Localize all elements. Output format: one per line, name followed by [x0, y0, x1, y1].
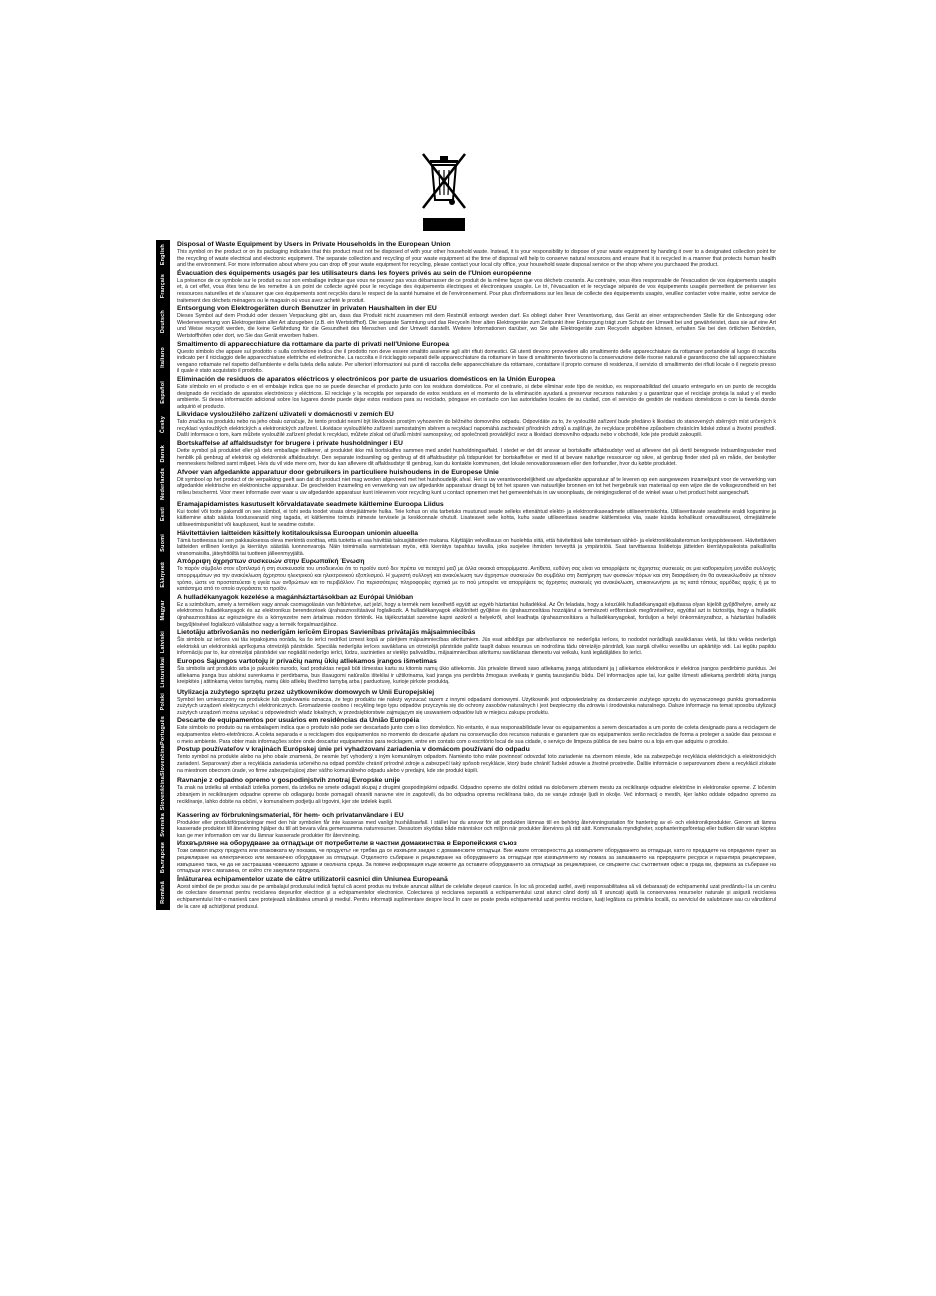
section-text: Šis simbolis ant produkto arba jo pakuotės nurodo, kad produktas negali būti išmestas kartu su kitomis namų ūkio atliekomis. Jūs privalote išmesti savo atliekamą įrangą atiduodami ją į atliekamos elektronikos ir elektros įrangos perdirbimo punktus. Jei atliekama įranga bus atskirai surenkama ir perdirbama, bus išsaugomi natūralūs ištekliai ir užtikrinama, kad įranga yra perdirbta žmogaus sveikatą ir gamtą tausojančiu būdu. Dėl informacijos apie tai, kur galite išmesti atliekamą perdirbti skirtą įrangą kreipkitės į atitinkamą vietos tarnybą, namų ūkio atliekų išvežimo tarnybą arba į parduotuvę, kurioje pirkote produktą.	[177, 665, 776, 686]
section-ellinika	[156, 557, 776, 592]
section-heading: Изхвърляне на оборудване за отпадъци от потребители в частни домакинства в Европейския съюз	[177, 840, 517, 848]
section-text: La présence de ce symbole sur le produit ou sur son emballage indique que vous ne pouvez pas vous débarrasser de ce produit de la même façon que vos déchets courants. Au contraire, vous êtes responsable de l'évacuation de vos équipements usagés et, à cet effet, vous êtes tenu de les remettre à un point de collecte agréé pour le recyclage des équipements électriques et électroniques usagés. Le tri, l'évacuation et le recyclage séparés de vos équipements usagés permettent de préserver les ressources naturelles et de s'assurer que ces équipements sont recyclés dans le respect de la santé humaine et de l'environnement. Pour plus d'informations sur les lieux de collecte des équipements usagés, veuillez contacter votre mairie, votre service de traitement des déchets ménagers ou le magasin où vous avez acheté le produit.	[177, 277, 776, 304]
section-svenska	[156, 811, 776, 840]
section-heading: Disposal of Waste Equipment by Users in Private Households in the European Union	[177, 241, 451, 248]
section-heading: Entsorgung von Elektrogeräten durch Benutzer in privaten Haushalten in der EU	[177, 305, 437, 313]
language-tab: Français	[156, 269, 170, 304]
language-tab: Slovenčina	[156, 745, 170, 776]
section-text: Este símbolo en el producto o en el embalaje indica que no se puede desechar el producto junto con los residuos domésticos. Por el contrario, si debe eliminar este tipo de residuo, es responsabilidad del usuario entregarlo en un punto de recogida designado de reciclado de aparatos electrónicos y eléctricos. El reciclaje y la recogida por separado de estos residuos en el momento de la eliminación ayudará a preservar recursos naturales y a garantizar que el reciclaje proteja la salud y el medio ambiente. Si desea información adicional sobre los lugares donde puede dejar estos residuos para su reciclado, póngase en contacto con las autoridades locales de su ciudad, con el servicio de gestión de residuos domésticos o con la tienda donde adquirió el producto.	[177, 383, 776, 410]
section-lietuviskai	[156, 657, 776, 688]
section-polski	[156, 688, 776, 717]
section-heading: Smaltimento di apparecchiature da rottamare da parte di privati nell'Unione Europea	[177, 340, 450, 348]
section-text: Tämä tuotteessa tai sen pakkauksessa oleva merkintä osoittaa, että tuotetta ei saa hävittää talousjätteiden mukana. Käyttäjän velvollisuus on huolehtia siitä, että hävitettävä laite toimitetaan sähkö- ja elektroniikkalaiteromun keräyspisteeseen. Hävitettävien laitteiden erillinen keräys ja kierrätys säästää luonnonvaroja. Näin toimimalla varmistetaan myös, että kierrätys tapahtuu tavalla, joka suojelee ihmisten terveyttä ja ympäristöä. Saat tarvittaessa lisätietoja jätteiden kierrätyspaikoista paikallisilta viranomaisilta, jäteyhtiöiltä tai tuotteen jälleenmyyjältä.	[177, 537, 776, 557]
section-heading: Απόρριψη άχρηστων συσκευών στην Ευρωπαϊκή Ένωση	[177, 558, 365, 566]
section-dansk	[156, 439, 776, 468]
section-suomi	[156, 529, 776, 558]
language-tab: Eesti	[156, 500, 170, 529]
section-heading: Eramajapidamistes kasutuselt kõrvaldatavate seadmete käitlemine Euroopa Liidus	[177, 500, 444, 508]
section-text: Šis simbols uz ierīces vai tās iepakojuma norāda, ka šo ierīci nedrīkst izmest kopā ar pārējiem mājsaimniecības atkritumiem. Jūs esat atbildīgs par atbrīvošanos no nederīgās ierīces, to nododot norādītajā savākšanas vietā, lai tiktu veikta nederīgā elektriskā un elektroniskā aprīkojuma otrreizējā pārstrāde. Speciāla nederīgās ierīces savākšana un otrreizējā pārstrāde palīdz taupīt dabas resursus un nodrošina tādu otrreizējo pārstrādi, kas sargā cilvēku veselību un apkārtējo vidi. Lai iegūtu papildu informāciju par to, kur otrreizējai pārstrādei var nogādāt nederīgo ierīci, lūdzu, sazinieties ar vietējo pašvaldību, mājsaimniecības atkritumu savākšanas dienestu vai veikalu, kurā iegādājāties šo ierīci.	[177, 637, 776, 657]
section-deutsch	[156, 304, 776, 339]
section-text: Acest simbol de pe produs sau de pe ambalajul produsului indică faptul că acest produs nu trebuie aruncat alături de celelalte deșeuri casnice. În loc să procedați astfel, aveți responsabilitatea să vă debarasați de echipamentul uzat predându-l la un centru de colectare desemnat pentru reciclarea deșeurilor electrice și a echipamentelor electronice. Colectarea și reciclarea separată a echipamentului uzat atunci când doriți să îl aruncați ajută la conservarea resurselor naturale și asigură reciclarea echipamentului într-o manieră care protejează sănătatea umană și mediul. Pentru informații suplimentare despre locul în care se poate preda echipamentul uzat pentru reciclare, luați legătura cu primăria locală, cu serviciul de salubrizare sau cu vânzătorul de la care ați achiziționat produsul.	[177, 883, 776, 910]
section-text: Kui tootel või toote pakendil on see sümbol, ei tohi seda toodet visata olmejäätmete hulka. Teie kohus on viia tarbetuks muutunud seade selleks ettenähtud elektri- ja elektroonikaseadmete utiliseerimiskohta. Utiliseeritavate seadmete eraldi kogumine ja käitlemine aitab säästa loodusvarasid ning tagada, et käitlemine toimub inimeste tervisele ja keskkonnale ohutult. Lisateavet selle kohta, kuhu saate utiliseeritava seadme käitlemiseks viia, saate küsida kohalikust omavalitsusest, olmejäätmete utiliseerimispunktist või kauplusest, kust te seadme ostsite.	[177, 508, 776, 528]
section-text: Symbol ten umieszczony na produkcie lub opakowaniu oznacza, że tego produktu nie należy wyrzucać razem z innymi odpadami domowymi. Użytkownik jest odpowiedzialny za dostarczenie zużytego sprzętu do wyznaczonego punktu gromadzenia zużytych urządzeń elektrycznych i elektronicznych. Gromadzenie osobno i recykling tego typu odpadów przyczynia się do ochrony zasobów naturalnych i jest bezpieczny dla zdrowia i środowiska naturalnego. Dalsze informacje na temat sposobu utylizacji zużytych urządzeń można uzyskać u odpowiednich władz lokalnych, w przedsiębiorstwie zajmującym się usuwaniem odpadów lub w miejscu zakupu produktu.	[177, 696, 776, 716]
section-heading: Descarte de equipamentos por usuários em residências da União Européia	[177, 717, 420, 725]
language-tab: Română	[156, 875, 170, 910]
language-tab: Български	[156, 839, 170, 874]
section-heading: Évacuation des équipements usagés par les utilisateurs dans les foyers privés au sein de l'Union européenne	[177, 269, 532, 277]
language-tab: Svenska	[156, 811, 170, 840]
section-balgarski	[156, 839, 776, 874]
language-tab: Italiano	[156, 340, 170, 375]
section-magyar	[156, 593, 776, 628]
section-heading: Kassering av förbrukningsmaterial, för hem- och privatanvändare i EU	[177, 811, 404, 819]
section-text: Este símbolo no produto ou na embalagem indica que o produto não pode ser descartado junto com o lixo doméstico. No entanto, é sua responsabilidade levar os equipamentos a serem descartados a um ponto de coleta designado para a reciclagem de equipamentos eletro-eletrônicos. A coleta separada e a reciclagem dos equipamentos no momento do descarte ajudam na conservação dos recursos naturais e garantem que os equipamentos serão reciclados de forma a proteger a saúde das pessoas e o meio ambiente. Para obter mais informações sobre onde descartar equipamentos para reciclagem, entre em contato com o escritório local de sua cidade, o serviço de limpeza pública de seu bairro ou a loja em que adquiriu o produto.	[177, 725, 776, 745]
section-text: Tento symbol na produkte alebo na jeho obale znamená, že nesmie byť vyhodený s iným komunálnym odpadom. Namiesto toho máte povinnosť odovzdať toto zariadenie na zbernom mieste, kde sa zabezpečuje recyklácia elektrických a elektronických zariadení. Separovaný zber a recyklácia zariadenia určeného na odpad pomôže chrániť prírodné zdroje a zabezpečí taký spôsob recyklácie, ktorý bude chrániť ľudské zdravie a životné prostredie. Ďalšie informácie o separovanom zbere a recyklácii získate na miestnom obecnom úrade, vo firme zabezpečujúcej zber vášho komunálneho odpadu alebo v predajni, kde ste produkt kúpili.	[177, 754, 776, 774]
section-heading: Bortskaffelse af affaldsudstyr for brugere i private husholdninger i EU	[177, 440, 403, 448]
section-text: Ta znak na izdelku ali embalaži izdelka pomeni, da izdelka ne smete odlagati skupaj z drugimi gospodinjskimi odpadki. Odpadno opremo ste dolžni oddati na določenem zbirnem mestu za recikliranje odpadne električne in elektronske opreme. Z ločenim zbiranjem in recikliranjem odpadne opreme ob odlaganju boste pomagali ohraniti naravne vire in zagotovili, da bo odpadna oprema reciklirana tako, da se varuje zdravje ljudi in okolje. Več informacij o mestih, kjer lahko oddate odpadno opremo za recikliranje, lahko dobite na občini, v komunalnem podjetju ali trgovini, kjer ste izdelek kupili.	[177, 785, 776, 805]
language-tab: Dansk	[156, 439, 170, 468]
section-espanol	[156, 375, 776, 410]
section-heading: Postup používateľov v krajinách Európskej únie pri vyhadzovaní zariadenia v domácom používaní do odpadu	[177, 746, 530, 754]
section-heading: Utylizacja zużytego sprzętu przez użytkowników domowych w Unii Europejskiej	[177, 688, 435, 696]
section-latviski	[156, 628, 776, 657]
language-tab: Español	[156, 375, 170, 410]
section-heading: Eliminación de residuos de aparatos eléctricos y electrónicos por parte de usuarios domésticos en la Unión Europea	[177, 375, 556, 383]
language-tab: Slovenščina	[156, 776, 170, 810]
language-tab: Português	[156, 716, 170, 745]
section-text: This symbol on the product or on its packaging indicates that this product must not be disposed of with your other household waste. Instead, it is your responsibility to dispose of your waste equipment by handing it over to a designated collection point for the recycling of waste electrical and electronic equipment. The separate collection and recycling of your waste equipment at the time of disposal will help to conserve natural resources and ensure that it is recycled in a manner that protects human health and the environment. For more information about where you can drop off your waste equipment for recycling, please contact your local city office, your household waste disposal service or the shop where you purchased the product.	[177, 249, 776, 269]
section-nederlands	[156, 468, 776, 500]
language-tab: Ελληνικά	[156, 557, 170, 592]
section-heading: Hävitettävien laitteiden käsittely kotitalouksissa Euroopan unionin alueella	[177, 529, 418, 537]
section-text: Το παρόν σύμβολο στον εξοπλισμό ή στη συσκευασία του υποδεικνύει ότι το προϊόν αυτό δεν πρέπει να πεταχτεί μαζί με άλλα οικιακά απορρίμματα. Αντίθετα, ευθύνη σας είναι να απορρίψετε τις άχρηστες συσκευές σε μια καθορισμένη μονάδα συλλογής απορριμμάτων για την ανακύκλωση άχρηστου ηλεκτρικού και ηλεκτρονικού εξοπλισμού. Η χωριστή συλλογή και ανακύκλωση των άχρηστων συσκευών θα συμβάλει στη διατήρηση των φυσικών πόρων και στη διασφάλιση ότι θα ανακυκλωθούν με τέτοιον τρόπο, ώστε να προστατεύεται η υγεία των ανθρώπων και το περιβάλλον. Για περισσότερες πληροφορίες σχετικά με το πού μπορείτε να απορρίψετε τις άχρηστες συσκευές για ανακύκλωση, επικοινωνήστε με τις κατά τόπους αρμόδιες αρχές ή με το κατάστημα από το οποίο αγοράσατε το προϊόν.	[177, 566, 776, 593]
language-tab: Polski	[156, 688, 170, 717]
section-heading: A hulladékanyagok kezelése a magánháztartásokban az Európai Unióban	[177, 593, 414, 601]
section-heading: Înlăturarea echipamentelor uzate de către utilizatorii casnici din Uniunea Europeană	[177, 875, 448, 883]
language-tab: Nederlands	[156, 468, 170, 500]
section-eesti	[156, 500, 776, 529]
section-cesky	[156, 410, 776, 439]
language-tab: Deutsch	[156, 304, 170, 339]
section-heading: Lietotāju atbrīvošanās no nederīgām ierīcēm Eiropas Savienības privātajās mājsaimniecībās	[177, 629, 476, 637]
crossed-out-wheeled-bin-icon	[417, 150, 471, 234]
section-portugues	[156, 716, 776, 745]
section-slovenscina	[156, 776, 776, 810]
section-italiano	[156, 340, 776, 375]
section-text: Ez a szimbólum, amely a terméken vagy annak csomagolásán van feltüntetve, azt jelzi, hogy a termék nem kezelhető együtt az egyéb háztartási hulladékkal. Az Ön feladata, hogy a készülék hulladékanyagait eljuttassa olyan kijelölt gyűjtőhelyre, amely az elektromos hulladékanyagok és az elektronikus berendezések újrahasznosításával foglalkozik. A hulladékanyagok elkülönített gyűjtése és újrahasznosítása hozzájárul a természeti erőforrások megőrzéséhez, egyúttal azt is biztosítja, hogy a hulladék újrahasznosítása az egészségre és a környezetre nem ártalmas módon történik. Ha tájékoztatást szeretne kapni azokról a helyekről, ahol leadhatja újrahasznosításra a hulladékanyagokat, forduljon a helyi önkormányzathoz, a háztartási hulladék begyűjtésével foglalkozó vállalathoz vagy a termék forgalmazójához.	[177, 601, 776, 628]
section-text: Produkter eller produktförpackningar med den här symbolen får inte kasseras med vanligt hushållsavfall. I stället har du ansvar för att produkten lämnas till en behörig återvinningsstation för hantering av el- och elektronikprodukter. Genom att lämna kasserade produkter till återvinning hjälper du till att bevara våra gemensamma naturresurser. Dessutom skyddas både människor och miljön när produkter återvinns på rätt sätt. Kommunala myndigheter, sophanteringsföretag eller butiken där varan köptes kan ge mer information om var du lämnar kasserade produkter för återvinning.	[177, 819, 776, 839]
section-slovencina	[156, 745, 776, 776]
language-tab: Lietuviškai	[156, 657, 170, 688]
section-text: Dette symbol på produktet eller på dets emballage indikerer, at produktet ikke må bortskaffes sammen med andet husholdningsaffald. I stedet er det dit ansvar at bortskaffe affaldsudstyr ved at aflevere det på dertil beregnede indsamlingssteder med henblik på genbrug af elektrisk og elektronisk affaldsudstyr. Den separate indsamling og genbrug af dit affaldsudstyr på tidspunktet for bortskaffelse er med til at bevare naturlige ressourcer og sikre, at genbrug finder sted på en måde, der beskytter menneskers helbred samt miljøet. Hvis du vil vide mere om, hvor du kan aflevere dit affaldsudstyr til genbrug, kan du kontakte kommunen, det lokale renovationsvæsen eller den forhandler, hvor du købte produktet.	[177, 448, 776, 468]
language-tab: Česky	[156, 410, 170, 439]
section-text: Dieses Symbol auf dem Produkt oder dessen Verpackung gibt an, dass das Produkt nicht zusammen mit dem Restmüll entsorgt werden darf. Es obliegt daher Ihrer Verantwortung, das Gerät an einer entsprechenden Stelle für die Entsorgung oder Wiederverwertung von Elektrogeräten aller Art abzugeben (z.B. ein Wertstoffhof). Die separate Sammlung und das Recyceln Ihrer alten Elektrogeräte zum Zeitpunkt ihrer Entsorgung trägt zum Schutz der Umwelt bei und gewährleistet, dass sie auf eine Art und Weise recycelt werden, die keine Gefährdung für die Gesundheit des Menschen und der Umwelt darstellt. Weitere Informationen darüber, wo Sie alte Elektrogeräte zum Recyceln abgeben können, erhalten Sie bei den örtlichen Behörden, Wertstoffhöfen oder dort, wo Sie das Gerät erworben haben.	[177, 313, 776, 339]
section-francais	[156, 269, 776, 304]
section-text: Този символ върху продукта или опаковката му показва, че продуктът не трябва да се изхвърля заедно с домакинските отпадъци. Вие имате отговорността да изхвърлите оборудването за отпадъци, като го предадете на определен пункт за рециклиране на електрическо или механично оборудване за отпадъци. Отделното събиране и рециклиране на оборудването за отпадъци при изхвърлянето му помага за запазването на природните ресурси и гарантира рециклиране, извършено така, че да не застрашава човешкото здраве и околната среда. За повече информация къде можете да оставите оборудването за отпадъци за рециклиране, се свържете със съответния офис в града ви, фирмата за събиране на отпадъци или с магазина, от който сте закупили продукта.	[177, 848, 776, 875]
language-tab: Latviski	[156, 628, 170, 657]
section-english	[156, 240, 776, 269]
section-text: Tato značka na produktu nebo na jeho obalu označuje, že tento produkt nesmí být likvidován prostým vyhozením do běžného domovního odpadu. Odpovídáte za to, že vysloužilé zařízení bude předáno k likvidaci do stanovených sběrných míst určených k recyklaci vysloužilých elektrických a elektronických zařízení. Likvidace vysloužilého zařízení samostatným sběrem a recyklací napomáhá zachování přírodních zdrojů a zajišťuje, že recyklace proběhne způsobem chránícím lidské zdraví a životní prostředí. Další informace o tom, kam můžete vysloužilé zařízení předat k recyklaci, můžete získat od úřadů místní samosprávy, od společnosti provádějící svoz a likvidaci domovního odpadu nebo v obchodě, kde jste produkt zakoupili.	[177, 419, 776, 439]
section-heading: Europos Sąjungos vartotojų ir privačių namų ūkių atliekamos įrangos išmetimas	[177, 657, 437, 665]
language-tab: Suomi	[156, 529, 170, 558]
section-romana	[156, 875, 776, 910]
section-heading: Ravnanje z odpadno opremo v gospodinjstvih znotraj Evropske unije	[177, 777, 401, 785]
section-text: Dit symbool op het product of de verpakking geeft aan dat dit product niet mag worden afgevoerd met het huishoudelijk afval. Het is uw verantwoordelijkheid uw afgedankte apparatuur af te leveren op een aangewezen inzamelpunt voor de verwerking van afgedankte elektrische en elektronische apparatuur. De gescheiden inzameling en verwerking van uw afgedankte apparatuur draagt bij tot het sparen van natuurlijke bronnen en tot het hergebruik van materiaal op een wijze die de volksgezondheid en het milieu beschermt. Voor meer informatie over waar u uw afgedankte apparatuur kunt inleveren voor recycling kunt u contact opnemen met het gemeentehuis in uw woonplaats, de reinigingsdienst of de winkel waar u het product hebt aangeschaft.	[177, 476, 776, 497]
section-heading: Afvoer van afgedankte apparatuur door gebruikers in particuliere huishoudens in de Europese Unie	[177, 468, 499, 476]
language-tab: Magyar	[156, 593, 170, 628]
language-tab: English	[156, 240, 170, 269]
disposal-notice	[156, 240, 776, 910]
section-heading: Likvidace vysloužilého zařízení uživateli v domácnosti v zemích EU	[177, 411, 394, 419]
section-text: Questo simbolo che appare sul prodotto o sulla confezione indica che il prodotto non deve essere smaltito assieme agli altri rifiuti domestici. Gli utenti devono provvedere allo smaltimento delle apparecchiature da rottamare portandole al luogo di raccolta indicato per il riciclaggio delle apparecchiature elettriche ed elettroniche. La raccolta e il riciclaggio separati delle apparecchiature da rottamare in fase di smaltimento favoriscono la conservazione delle risorse naturali e garantiscono che tali apparecchiature vengano rottamate nel rispetto dell'ambiente e della tutela della salute. Per ulteriori informazioni sui punti di raccolta delle apparecchiature da rottamare, contattare il proprio comune di residenza, il servizio di smaltimento dei rifiuti locale o il negozio presso il quale è stato acquistato il prodotto.	[177, 348, 776, 375]
